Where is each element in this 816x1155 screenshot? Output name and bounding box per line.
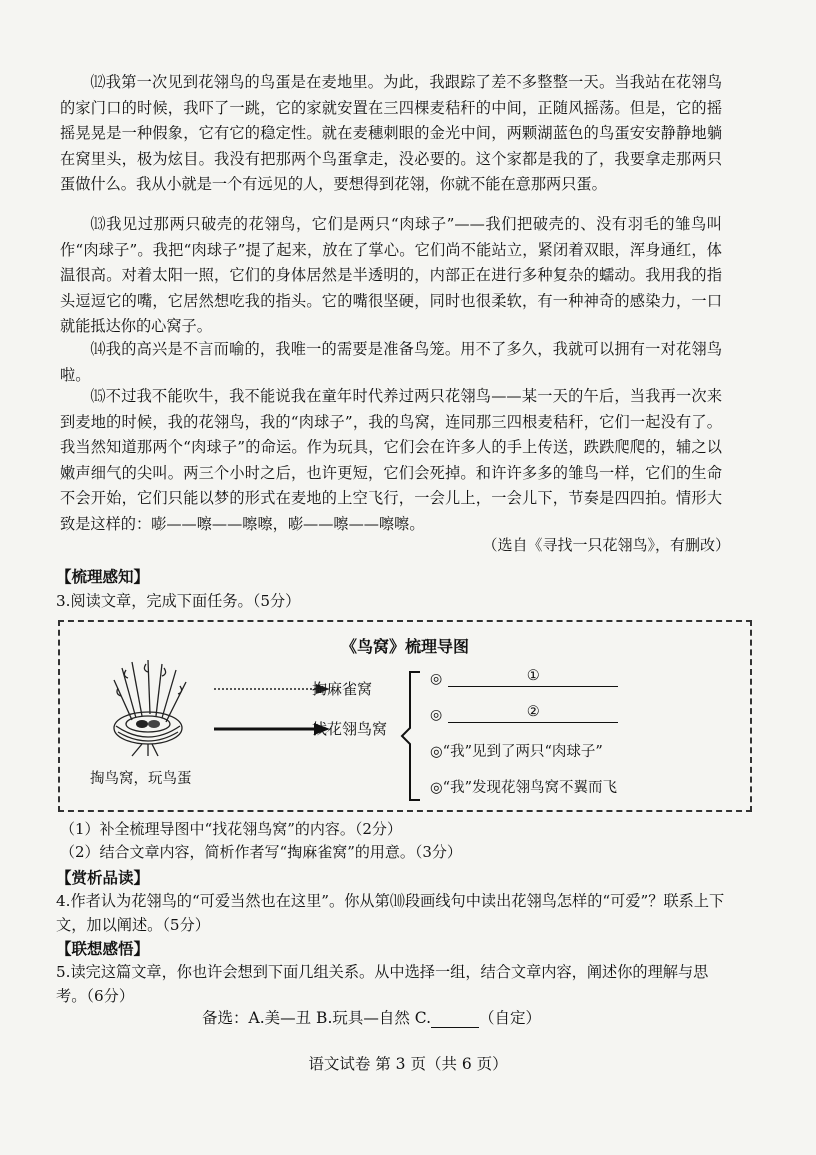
question-3: 3.阅读文章，完成下面任务。（5分） <box>56 592 301 610</box>
map-item-2 <box>430 704 618 723</box>
question-3-1: （1）补全梳理导图中“找花翎鸟窝”的内容。（2分） <box>60 820 402 838</box>
paragraph-15: ⒂不过我不能吹牛，我不能说我在童年时代养过两只花翎鸟——某一天的午后，当我再一次来到麦地的时候，我的花翎鸟，我的“肉球子”，我的鸟窝，连同那三四根麦秸秆，它们一起没有了。我当然知道那两个“肉球子”的命运。作为玩具，它们会在许多人的手上传送，跌跌爬爬的，辅之以嫩声细气的尖叫。两三个小时之后，也许更短，它们会死掉。和许许多多的雏鸟一样，它们的生命不会开始，它们只能以梦的形式在麦地的上空飞行，一会儿上，一会儿下，节奏是四四拍。情形大致是这样的：嘭——嚓——嚓嚓，嘭——嚓——嚓嚓。 <box>60 387 722 533</box>
map-item-4: ◎“我”发现花翎鸟窝不翼而飞 <box>430 780 617 796</box>
paragraph-14: ⒁我的高兴是不言而喻的，我唯一的需要是准备鸟笼。用不了多久，我就可以拥有一对花翎鸟啦。 <box>60 340 722 384</box>
question-3-2: （2）结合文章内容，简析作者写“掏麻雀窝”的用意。（3分） <box>60 843 462 861</box>
options-suffix: （自定） <box>479 1009 542 1027</box>
options-prefix: 备选：A.美—丑 B.玩具—自然 C. <box>202 1009 432 1027</box>
section-heading-reflect: 【联想感悟】 <box>56 939 150 958</box>
option-c-blank[interactable] <box>431 1011 479 1028</box>
paragraph-13: ⒀我见过那两只破壳的花翎鸟，它们是两只“肉球子”——我们把破壳的、没有羽毛的雏鸟叫作“肉球子”。我把“肉球子”提了起来，放在了掌心。它们尚不能站立，紧闭着双眼，浑身通红，体温很高。对着太阳一照，它们的身体居然是半透明的，内部正在进行多种复杂的蠕动。我用我的指头逗逗它的嘴，它居然想吃我的指头。它的嘴很坚硬，同时也很柔软，有一种神奇的感染力，一口就能抵达你的心窝子。 <box>60 215 722 336</box>
blank-1[interactable]: ① <box>448 668 618 687</box>
map-item-3: ◎“我”见到了两只“肉球子” <box>430 744 603 760</box>
q5-options <box>202 1006 541 1028</box>
mind-map-title: 《鸟窝》梳理导图 <box>340 637 469 656</box>
item-2-mark: ◎ <box>430 707 443 723</box>
question-5: 5.读完这篇文章，你也许会想到下面几组关系。从中选择一组，结合文章内容，阐述你的理解与思考。（6分） <box>56 963 709 1005</box>
blank-2[interactable]: ② <box>448 704 618 723</box>
item-1-mark: ◎ <box>430 671 443 687</box>
brace-bracket <box>400 670 422 802</box>
question-4: 4.作者认为花翎鸟的“可爱当然也在这里”。你从第⑽段画线句中读出花翎鸟怎样的“可爱”？联系上下文，加以阐述。（5分） <box>56 892 725 934</box>
source-citation: （选自《寻找一只花翎鸟》，有删改） <box>482 536 730 554</box>
section-heading-sort: 【梳理感知】 <box>56 567 150 586</box>
bird-nest-illustration <box>102 658 194 758</box>
page-footer: 语文试卷 第 3 页（共 6 页） <box>308 1055 508 1073</box>
nest-caption: 掏鸟窝，玩鸟蛋 <box>90 771 192 787</box>
map-item-1 <box>430 668 618 687</box>
section-heading-appreciate: 【赏析品读】 <box>56 868 150 887</box>
paragraph-12: ⑿我第一次见到花翎鸟的鸟蛋是在麦地里。为此，我跟踪了差不多整整一天。当我站在花翎鸟的家门口的时候，我吓了一跳，它的家就安置在三四棵麦秸秆的中间，正随风摇荡。但是，它的摇摇晃晃是一种假象，它有它的稳定性。就在麦穗刺眼的金光中间，两颗湖蓝色的鸟蛋安安静静地躺在窝里头，极为炫目。我没有把那两个鸟蛋拿走，没必要的。这个家都是我的了，我要拿走那两只蛋做什么。我从小就是一个有远见的人，要想得到花翎，你就不能在意那两只蛋。 <box>60 73 722 194</box>
mind-map <box>58 620 752 812</box>
node-find-bird-nest: 找花翎鸟窝 <box>312 720 388 738</box>
node-catch-sparrow-nest: 掏麻雀窝 <box>312 680 373 698</box>
